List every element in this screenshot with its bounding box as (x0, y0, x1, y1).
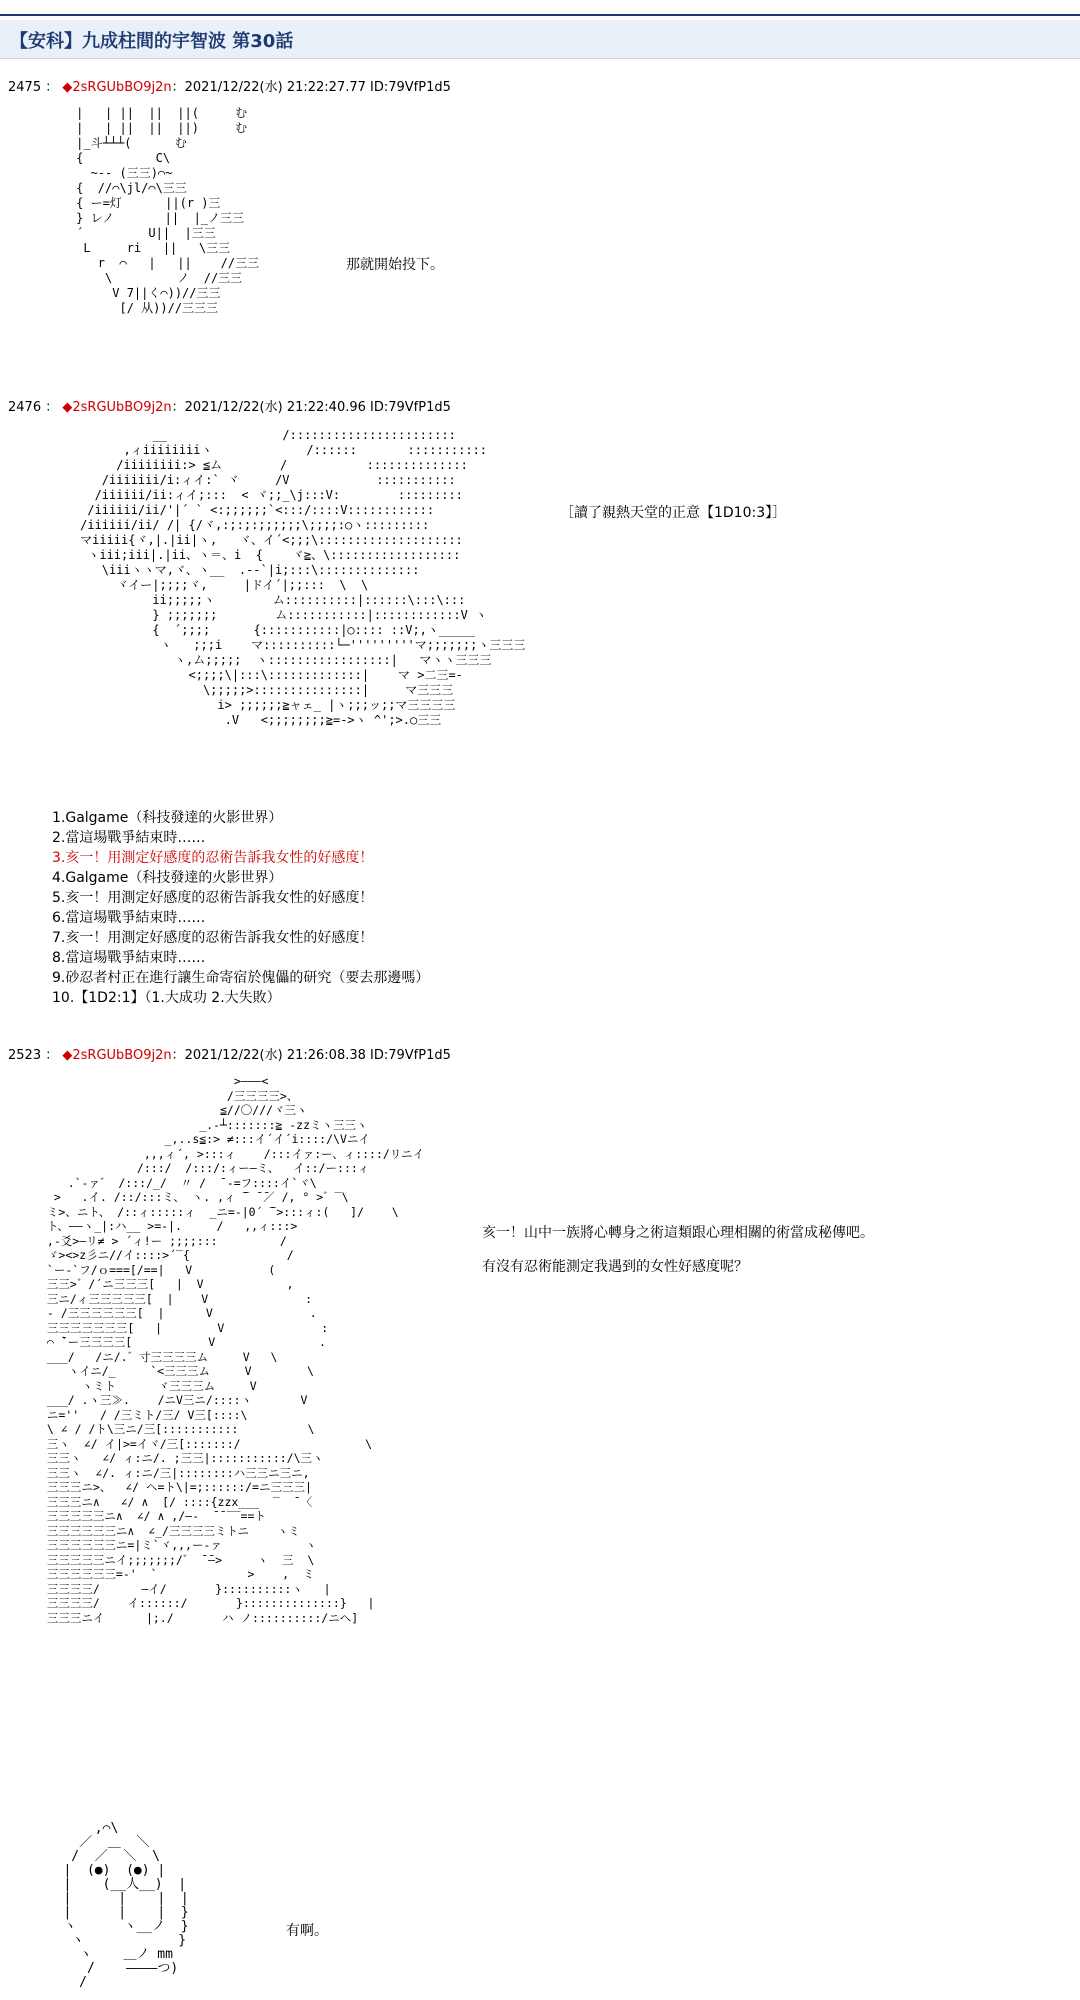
choice-item-7: 7.亥一！用測定好感度的忍術告訴我女性的好感度！ (52, 930, 374, 946)
trip-diamond-icon: ◆ (62, 400, 73, 415)
post-separator: ： (45, 1048, 59, 1063)
post-trip[interactable]: 2sRGUbBO9j2n (72, 80, 172, 95)
ascii-art-face: ,⌒\ ／ ＿ ＼ / ／ ＼ \ | (●) (●) | | (__人__) | | | | | | | | } ヽ ヽ__ノ } ヽ } ヽ ＿ノ mm / ――――つ) / (63, 1821, 189, 1990)
choice-item-3-selected: 3.亥一！用測定好感度的忍術告訴我女性的好感度！ (52, 850, 374, 866)
post-meta: ：2021/12/22(水) 21:22:40.96 ID:79VfP1d5 (171, 400, 451, 415)
post-header-2475 (8, 76, 451, 95)
choice-item-9: 9.砂忍者村正在進行讓生命寄宿於傀儡的研究（要去那邊嗎） (52, 970, 430, 986)
trip-diamond-icon: ◆ (62, 1048, 73, 1063)
post-meta: ：2021/12/22(水) 21:26:08.38 ID:79VfP1d5 (171, 1048, 451, 1063)
post-meta: ：2021/12/22(水) 21:22:27.77 ID:79VfP1d5 (171, 80, 451, 95)
post-header-2523 (8, 1044, 451, 1063)
page-title: 【安科】九成柱間的宇智波 第30話 (10, 31, 294, 52)
ascii-art-2475: | | || || ||( む | | || || ||) む |_斗┴┴┴( む { C\ ~-‐ (三三)⌒~ { //⌒\jl/⌒\三三 { ー=灯 ||(r )三 } レノ || |_ノ三三 ´ U|| |三三 L ri || \三三 r ⌒ | || //三三 \ ノ //三三 V 7||く⌒))//三三 [/ 从))//三三三 (76, 106, 260, 315)
choice-item-10: 10.【1D2:1】（1.大成功 2.大失敗） (52, 990, 281, 1006)
ascii-art-2523: >―――< /三三三三>、 ≦//〇///ヾ三ヽ _.-┴:::::::≧ -zzミヽ三三ヽ _,..s≦:> ≠:::イ´イ´i::::/\Vニイ ,,,ィ´, >:::ィ /:::イァ:ー、ィ::::/リニイ /:::/ /:::/:ィー―ミ、 イ::/ー:::ィ .`‐ァ゛ /:::/_/ 〃 / ̄ -=フ::::イ`ヾ\ > .イ. /::/:::ミ、 ヽ. ,ィ ̄‾ ̄ ̄／ /, ° >゛‾\ ミ>、ニト、 /::ィ:::::ィ _ニ=‐|0´ ̄‾>:::ィ:( ]/ \ ト、――ヽ_|:ハ__ >=-|. / ,,ィ:::> ,‐爻>―リ≠ > ´ィ!ー ;;;;::: / ゞ><>z彡ニ//イ::::>´‾{ / `ー‐`フ/ｏ===[/==| V ( 三三>゛/´ニ三三三[ | V , 三ニ/ィ三三三三三[ | V : ‐ /三三三三三三[ | V . 三三三三三三三[ | V : ⌒ ̄`ー三三三三[ V . ___/ /ニ/.゛寸三三三三ム V \ ヽイニ/_ `<三三三ム V \ ヽミト ヾ三三三ム V ___/ .ヽ三≫. /ニV三ニ/::::ヽ V ニ='' / /三ミト/三/ V三[::::\ \ ∠ / /ト\三ニ/三[::::::::::: \ 三ヽ ∠/ イ|>=イヾ/三[:::::::/ \ 三三ヽ ∠/ ィ:ニ/. ;三三|:::::::::::/\三ヽ 三三ヽ ∠/. ィ:ニ/三|::::::::ハ三三ニ三ニ, 三三三ニ>、 ∠/ ヘ=ト\|=;::::::/=ニ三三三| 三三三ニ∧ ∠/ ∧ [/ ::::{zzx___ ‾ ̄ 〈 三三三三三ニ∧ ∠/ ∧ ,/―‐ ̄ ̄ ‾‾==ト 三三三三三三ニ∧ ∠_/三三三三ミトニ ヽミ 三三三三三三ニ=|ミ`ヾ,,,ー-ァ ヽ 三三三三三ニイ;;;;;;;/゛ ̄ ̄―> ヽ 三 \ 三三三三三三=‐' ` > , ミ 三三三三/ ―イ/ }::::::::::ヽ | 三三三三/ イ::::::/ }::::::::::::::} | 三三三ニイ |;./ ハ ノ::::::::::/ニへ] (46, 1074, 425, 1625)
choice-item-6: 6.當這場戰爭結束時…… (52, 910, 206, 926)
post-number: 2476 (8, 400, 42, 415)
post-message-face: 有啊。 (286, 1923, 328, 1939)
post-message-2523-line2: 有沒有忍術能測定我遇到的女性好感度呢？ (482, 1259, 748, 1275)
choice-item-8: 8.當這場戰爭結束時…… (52, 950, 206, 966)
post-header-2476 (8, 396, 451, 415)
post-message-2476: ［讀了親熱天堂的正意【1D10:3】］ (560, 505, 787, 521)
choice-item-4: 4.Galgame（科技發達的火影世界） (52, 870, 283, 886)
post-number: 2523 (8, 1048, 42, 1063)
post-separator: ： (45, 400, 59, 415)
choice-list (52, 808, 429, 1008)
choice-item-1: 1.Galgame（科技發達的火影世界） (52, 810, 283, 826)
title-bar (0, 20, 1080, 59)
post-trip[interactable]: 2sRGUbBO9j2n (72, 1048, 172, 1063)
post-message-2523-line1: 亥一！山中一族將心轉身之術這類跟心理相關的術當成秘傳吧。 (482, 1225, 874, 1241)
choice-item-5: 5.亥一！用測定好感度的忍術告訴我女性的好感度！ (52, 890, 374, 906)
post-separator: ： (45, 80, 59, 95)
trip-diamond-icon: ◆ (62, 80, 73, 95)
post-number: 2475 (8, 80, 42, 95)
ascii-art-2476: __ /::::::::::::::::::::::: ,ィiiiiiiiiヽ /:::::: ::::::::::: /iiiiiiii:> ≦ム / :::::::::::::: /iiiiiii/i:ィイ:` ヾ /V ::::::::::: /iiiiii/ii:ィイ;::: < ヾ;;_\j:::V: ::::::::: /iiiiii/ii/'|´ ` <:;;;;;;`<:::/::::V:::::::::::: /iiiiii/ii/ /| {/ヾ,:;:;:;;;;;;\;;;;:○ヽ::::::::: マiiiii{ヾ,|.|ii|ヽ, ヾ、イ´<;;;\:::::::::::::::::::: ヽiii;iii|.|ii、ヽ＝、i { ヾ≧、\:::::::::::::::::: \iiiヽヽマ,ヾ、ヽ__ .-‐`|i;:::\:::::::::::::: ヾイー|;;;;ヾ, |ドイ´|;;::: \ \ ii;;;;;ヽ ム::::::::::|::::::\:::\::: } ;;;;;;; ム:::::::::::|::::::::::::V ヽ { ´;;;; {:::::::::::|○:::: ::V;,ヽ_____ ヽ ;;;i マ::::::::::└─'''''''''マ;;;;;;;ヽ三三三 ヽ,ム;;;;; ヽ:::::::::::::::::| マヽヽ三三三 <;;;;\|:::\:::::::::::::| マ >二三=- \;;;;;>:::::::::::::::| マ三三三 i> ;;;;;;≧ャェ_ |ヽ;;;ッ;;マ三三三三 .V <;;;;;;;;≧=->ヽ ^';>.○三三 (80, 428, 526, 727)
choice-item-2: 2.當這場戰爭結束時…… (52, 830, 206, 846)
top-border-line (0, 14, 1080, 16)
post-message-2475: 那就開始投下。 (346, 257, 444, 273)
post-trip[interactable]: 2sRGUbBO9j2n (72, 400, 172, 415)
